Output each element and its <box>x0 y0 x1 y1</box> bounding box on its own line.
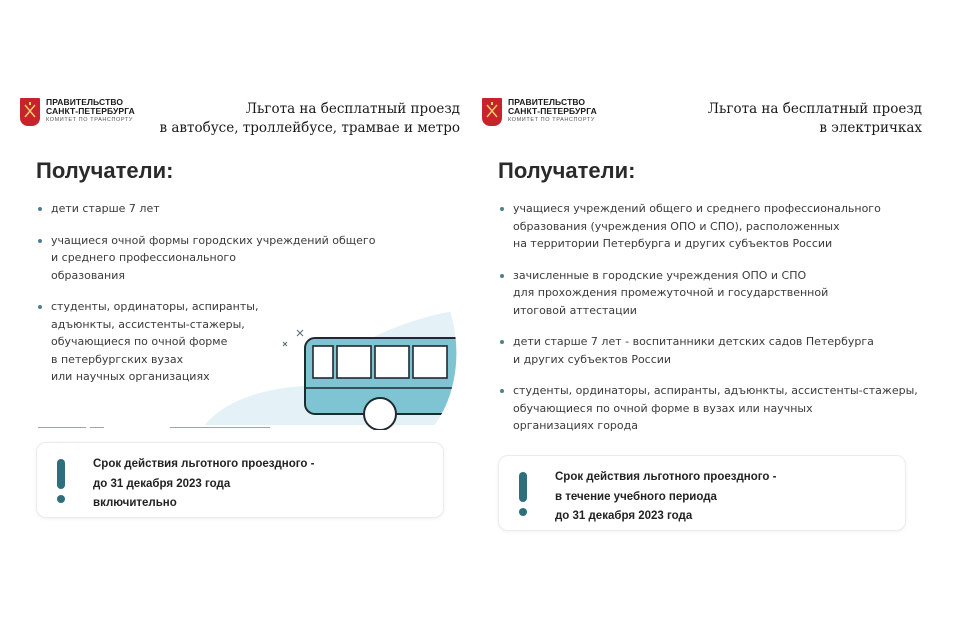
list-item-line: образования (учреждения ОПО и СПО), расположенных <box>513 219 840 233</box>
divider <box>170 427 270 428</box>
exclamation-icon <box>57 459 65 503</box>
card-title <box>708 100 922 138</box>
logo-line-2: САНКТ-ПЕТЕРБУРГА <box>46 105 135 116</box>
note-line: в течение учебного периода <box>555 490 717 503</box>
card-title-line-1: Льгота на бесплатный проезд <box>707 101 922 117</box>
note-line: Срок действия льготного проездного - <box>93 458 315 470</box>
list-item-line: зачисленные в городские учреждения ОПО и СПО <box>513 268 807 282</box>
list-item-line: образования <box>51 268 125 282</box>
list-item-line: адъюнкты, ассистенты-стажеры, <box>51 317 245 331</box>
list-item-line: итоговой аттестации <box>513 303 637 317</box>
list-item-line: для прохождения промежуточной и государственной <box>513 286 829 299</box>
list-item <box>498 333 918 368</box>
list-item-line: и других субъектов России <box>513 352 672 366</box>
logo-line-3: КОМИТЕТ ПО ТРАНСПОРТУ <box>46 117 134 123</box>
list-item <box>36 232 375 285</box>
divider <box>38 427 86 428</box>
logo <box>20 98 135 126</box>
list-item-line: организациях города <box>513 419 638 432</box>
list-item-line: учащиеся учреждений общего и среднего профессионального <box>513 202 881 215</box>
card-title-line-2: в электричках <box>819 120 922 136</box>
list-item-line: студенты, ординаторы, аспиранты, <box>51 300 259 313</box>
right-card <box>482 80 922 540</box>
note-line: до 31 декабря 2023 года <box>555 510 693 522</box>
list-item <box>498 267 918 320</box>
list-item <box>498 382 918 435</box>
list-item-line: на территории Петербурга и других субъектов России <box>513 237 833 250</box>
card-title-line-2: в автобусе, троллейбусе, трамвае и метро <box>159 120 460 136</box>
coat-of-arms-icon <box>482 98 502 126</box>
logo <box>482 98 597 126</box>
card-title-line-1: Льгота на бесплатный проезд <box>245 101 460 117</box>
list-item-line: или научных организациях <box>51 370 210 383</box>
note-line: включительно <box>93 497 177 509</box>
exclamation-icon <box>519 472 527 516</box>
list-item-line: и среднего профессионального <box>51 251 236 264</box>
coat-of-arms-icon <box>20 98 40 126</box>
list-item <box>36 200 375 218</box>
logo-line-3: КОМИТЕТ ПО ТРАНСПОРТУ <box>508 117 596 123</box>
list-item-line: в петербургских вузах <box>51 352 184 366</box>
divider <box>90 427 104 428</box>
list-item-line: дети старше 7 лет - воспитанники детских садов Петербурга <box>513 335 874 348</box>
note-line: до 31 декабря 2023 года <box>93 477 231 490</box>
validity-note <box>36 442 444 518</box>
list-item-line: студенты, ординаторы, аспиранты, адъюнкты, ассистенты-стажеры, <box>513 384 918 397</box>
list-item-line: обучающиеся по очной форме <box>51 335 228 348</box>
logo-line-1: ПРАВИТЕЛЬСТВО <box>46 97 124 107</box>
left-card <box>20 80 460 540</box>
list-item-line: дети старше 7 лет <box>51 202 160 215</box>
section-title: Получатели: <box>498 158 636 183</box>
bus-icon <box>205 290 460 430</box>
recipients-list <box>498 200 918 449</box>
logo-line-2: САНКТ-ПЕТЕРБУРГА <box>508 105 597 116</box>
list-item-line: учащиеся очной формы городских учреждений общего <box>51 233 376 247</box>
validity-note <box>498 455 906 531</box>
card-title <box>159 100 460 138</box>
list-item-line: обучающиеся по очной форме в вузах или научных <box>513 401 813 415</box>
logo-line-1: ПРАВИТЕЛЬСТВО <box>508 97 586 107</box>
section-title: Получатели: <box>36 158 174 183</box>
list-item <box>498 200 918 253</box>
note-line: Срок действия льготного проездного - <box>555 471 777 483</box>
